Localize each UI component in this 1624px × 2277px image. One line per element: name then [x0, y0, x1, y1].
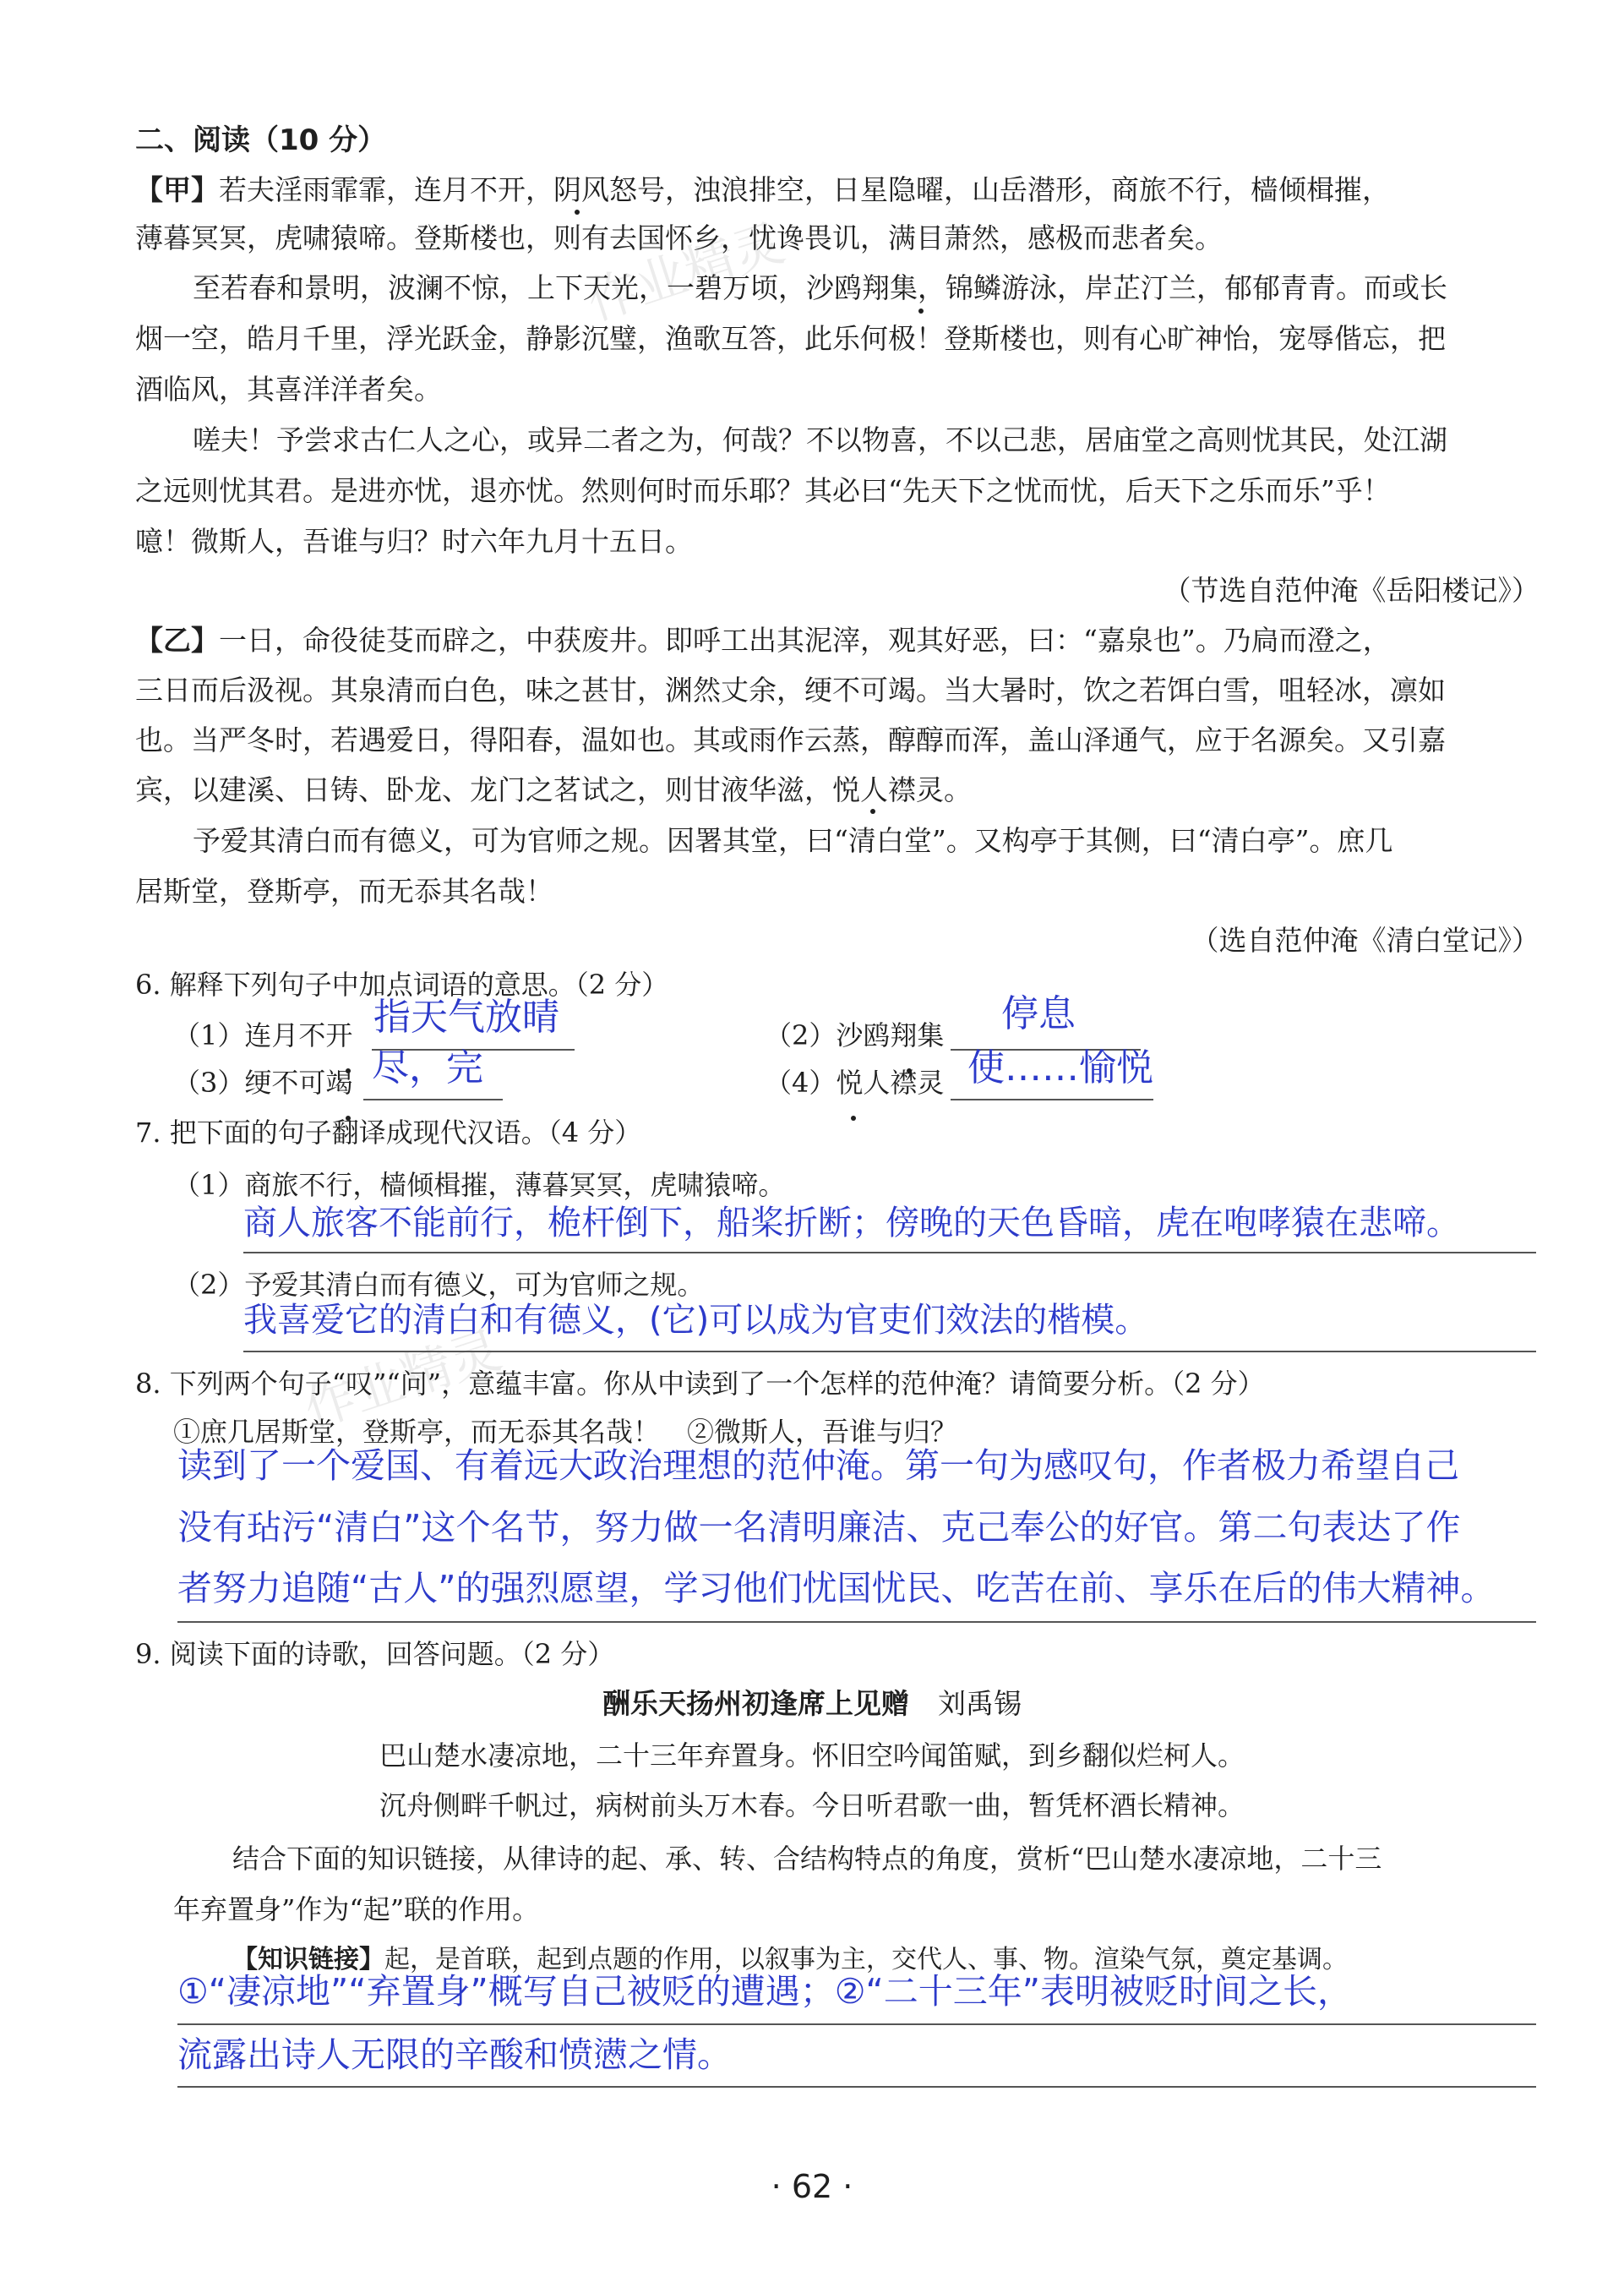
q6-answer-2[interactable]: 停息: [1001, 992, 1076, 1035]
q6-prompt-1: （1）连月不开: [173, 1019, 353, 1051]
passage-label: 【乙】: [135, 624, 219, 657]
poem-line: 沉舟侧畔千帆过，病树前头万木春。今日听君歌一曲，暂凭杯酒长精神。: [379, 1789, 1245, 1821]
q7-answer-2[interactable]: 我喜爱它的清白和有德义，(它)可以成为官吏们效法的楷模。: [243, 1301, 1149, 1340]
q9-answer-line[interactable]: ①“凄凉地”“弃置身”概写自己被贬的遭遇；②“二十三年”表明被贬时间之长，: [177, 1971, 1352, 2012]
q6-answer-3[interactable]: 尽，完: [372, 1046, 483, 1089]
passage-source: （选自范仲淹《清白堂记》）: [1191, 924, 1540, 957]
q9-question-line: 结合下面的知识链接，从律诗的起、承、转、合结构特点的角度，赏析“巴山楚水凄凉地，二十三: [232, 1843, 1382, 1875]
answer-underline: [177, 2086, 1536, 2088]
section-title: 二、阅读（10 分）: [135, 123, 387, 157]
answer-underline: [243, 1252, 1536, 1253]
answer-underline: [177, 2023, 1536, 2025]
question-stem: 9. 阅读下面的诗歌，回答问题。（2 分）: [135, 1638, 615, 1670]
question-stem: 8. 下列两个句子“叹”“问”，意蕴丰富。你从中读到了一个怎样的范仲淹？请简要分析。（2 分）: [135, 1368, 1265, 1400]
emphasis-dot: [918, 309, 924, 314]
q7-answer-1[interactable]: 商人旅客不能前行，桅杆倒下，船桨折断；傍晚的天色昏暗，虎在咆哮猿在悲啼。: [243, 1204, 1460, 1242]
answer-underline: [243, 1351, 1536, 1352]
passage-jia-line: 之远则忧其君。是进亦忧，退亦忧。然则何时而乐耶？其必曰“先天下之忧而忧，后天下之乐而乐”乎！: [135, 474, 1391, 507]
passage-yi-line: 也。当严冬时，若遇爱日，得阳春，温如也。其或雨作云蒸，醇醇而浑，盖山泽通气，应于名源矣。又引嘉: [135, 724, 1446, 756]
q8-answer-line[interactable]: 没有玷污“清白”这个名节，努力做一名清明廉洁、克己奉公的好官。第二句表达了作: [177, 1507, 1461, 1548]
q8-answer-line[interactable]: 读到了一个爱国、有着远大政治理想的范仲淹。第一句为感叹句，作者极力希望自己: [177, 1445, 1459, 1486]
passage-text: 若夫淫雨霏霏，连月不开，阴风怒号，浊浪排空，日星隐曜，山岳潜形，商旅不行，樯倾楫摧，: [219, 173, 1390, 206]
passage-jia-line: [135, 173, 1390, 207]
emphasis-dot: [870, 809, 875, 814]
passage-yi-line: 予爱其清白而有德义，可为官师之规。因署其堂，曰“清白堂”。又构亭于其侧，曰“清白亭”。庶几: [193, 824, 1393, 857]
q9-answer-line[interactable]: 流露出诗人无限的辛酸和愤懑之情。: [177, 2034, 732, 2075]
answer-underline: [951, 1099, 1153, 1100]
q6-prompt-3: （3）绠不可竭: [173, 1067, 353, 1099]
q8-sentences: ①庶几居斯堂，登斯亭，而无忝其名哉！ ②微斯人，吾谁与归？: [173, 1416, 958, 1448]
q7-prompt-2: （2）予爱其清白而有德义，可为官师之规。: [173, 1269, 705, 1301]
q9-question-line: 年弃置身”作为“起”联的作用。: [173, 1893, 540, 1925]
passage-yi-line: 居斯堂，登斯亭，而无忝其名哉！: [135, 875, 553, 908]
passage-yi-line: 宾，以建溪、日铸、卧龙、龙门之茗试之，则甘液华滋，悦人襟灵。: [135, 773, 972, 806]
q8-answer-line[interactable]: 者努力追随“古人”的强烈愿望，学习他们忧国忧民、吃苦在前、享乐在后的伟大精神。: [177, 1568, 1496, 1608]
poem-title: 酬乐天扬州初逢席上见赠: [602, 1687, 909, 1720]
knowledge-link-label: 【知识链接】: [232, 1945, 384, 1974]
passage-jia-line: 薄暮冥冥，虎啸猿啼。登斯楼也，则有去国怀乡，忧谗畏讥，满目萧然，感极而悲者矣。: [135, 221, 1223, 254]
passage-yi-line: [135, 624, 1391, 658]
passage-source: （节选自范仲淹《岳阳楼记》）: [1163, 574, 1540, 607]
watermark: 作业精灵: [297, 1320, 509, 1440]
knowledge-link-text: 起，是首联，起到点题的作用，以叙事为主，交代人、事、物。渲染气氛，奠定基调。: [384, 1945, 1348, 1974]
emphasis-dot: [851, 1116, 856, 1121]
answer-underline: [177, 1621, 1536, 1623]
passage-jia-line: 酒临风，其喜洋洋者矣。: [135, 373, 442, 406]
passage-label: 【甲】: [135, 173, 219, 206]
q7-prompt-1: （1）商旅不行，樯倾楫摧，薄暮冥冥，虎啸猿啼。: [173, 1169, 786, 1201]
poem-author: 刘禹锡: [938, 1687, 1022, 1720]
poem-line: 巴山楚水凄凉地，二十三年弃置身。怀旧空吟闻笛赋，到乡翻似烂柯人。: [379, 1739, 1245, 1772]
q6-prompt-2: （2）沙鸥翔集: [765, 1019, 945, 1051]
answer-underline: [363, 1099, 503, 1100]
q6-answer-4[interactable]: 使……愉悦: [967, 1046, 1153, 1089]
watermark: 作业精灵: [580, 213, 792, 333]
passage-jia-line: 烟一空，皓月千里，浮光跃金，静影沉璧，渔歌互答，此乐何极！登斯楼也，则有心旷神怡，宠辱偕忘，把: [135, 322, 1446, 355]
passage-yi-line: 三日而后汲视。其泉清而白色，味之甚甘，渊然丈余，绠不可竭。当大暑时，饮之若饵白雪，咀轻冰，凛如: [135, 674, 1446, 707]
q6-prompt-4: （4）悦人襟灵: [765, 1067, 945, 1099]
poem-heading: [0, 1687, 1624, 1721]
question-stem: 7. 把下面的句子翻译成现代汉语。（4 分）: [135, 1117, 642, 1149]
q6-answer-1[interactable]: 指天气放晴: [373, 996, 559, 1039]
question-stem: 6. 解释下列句子中加点词语的意思。（2 分）: [135, 969, 669, 1001]
emphasis-dot: [575, 210, 580, 215]
passage-jia-line: 至若春和景明，波澜不惊，上下天光，一碧万顷，沙鸥翔集，锦鳞游泳，岸芷汀兰，郁郁青青。而或长: [193, 271, 1447, 304]
passage-jia-line: 噫！微斯人，吾谁与归？时六年九月十五日。: [135, 525, 693, 558]
passage-jia-line: 嗟夫！予尝求古仁人之心，或异二者之为，何哉？不以物喜，不以己悲，居庙堂之高则忧其民，处江湖: [193, 423, 1447, 456]
passage-text: 一日，命役徒芟而辟之，中获废井。即呼工出其泥滓，观其好恶，曰：“嘉泉也”。乃扃而澄之，: [219, 624, 1391, 657]
page-number: · 62 ·: [771, 2168, 853, 2205]
